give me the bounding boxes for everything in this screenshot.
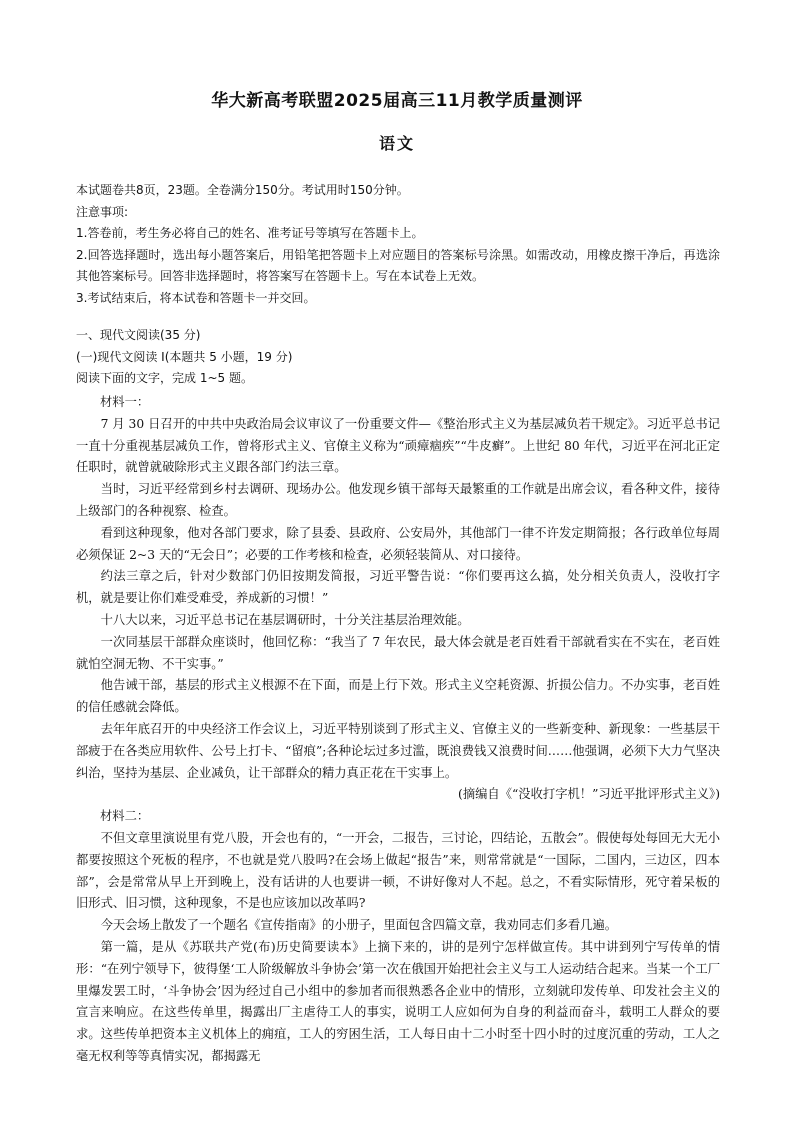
notes-label: 注意事项: (76, 204, 129, 219)
passage-paragraph: 不但文章里演说里有党八股，开会也有的，“一开会，二报告，三讨论，四结论，五散会”。假使每处每回无大无小都要按照这个死板的程序，不也就是党八股吗?在会场上做起“报告”来，则常常就是“一国际，二国内，三边区，四本部”，会是常常从早上开到晚上，没有话讲的人也要讲一顿，不讲好像对人不起。总之，不看实际情形，死守着呆板的旧形式、旧习惯，这种现象，不是也应该加以改革吗? (76, 830, 720, 911)
exam-notes (76, 180, 720, 309)
exam-title: 华大新高考联盟2025届高三11月教学质量测评 (211, 91, 583, 111)
subject-title: 语文 (378, 134, 415, 153)
section-subheading: (一)现代文阅读 I(本题共 5 小题，19 分) (76, 349, 293, 364)
notes-item: 2.回答选择题时，选出每小题答案后，用铅笔把答题卡上对应题目的答案标号涂黑。如需改动，用橡皮擦干净后，再选涂其他答案标号。回答非选择题时，将答案写在答题卡上。写在本试卷上无效。 (76, 247, 720, 283)
notes-item: 1.答卷前，考生务必将自己的姓名、准考证号等填写在答题卡上。 (76, 226, 424, 240)
passage-paragraph: 他告诫干部，基层的形式主义根源不在下面，而是上行下效。形式主义空耗资源、折损公信力。不办实事，老百姓的信任感就会降低。 (76, 678, 720, 715)
material-label: 材料一： (100, 395, 150, 409)
notes-item: 3.考试结束后，将本试卷和答题卡一并交回。 (76, 290, 316, 305)
passage-paragraph: 当时，习近平经常到乡村去调研、现场办公。他发现乡镇干部每天最繁重的工作就是出席会议，看各种文件，接待上级部门的各种视察、检查。 (76, 482, 720, 518)
section-header (76, 325, 720, 390)
reading-passage (76, 392, 720, 1068)
passage-paragraph: 去年年底召开的中央经济工作会议上，习近平特别谈到了形式主义、官僚主义的一些新变种、新现象：一些基层干部疲于在各类应用软件、公号上打卡、“留痕”;各种论坛过多过滥，既浪费钱又浪费时间……他强调，必须下大力气坚决纠治，坚持为基层、企业减负，让干部群众的精力真正花在干实事上。 (76, 721, 720, 780)
passage-paragraph: 7 月 30 日召开的中共中央政治局会议审议了一份重要文件—《整治形式主义为基层减负若干规定》。习近平总书记一直十分重视基层减负工作，曾将形式主义、官僚主义称为“顽瘴痼疾”“牛皮癣”。上世纪 80 年代，习近平在河北正定任职时，就曾就破除形式主义跟各部门约法三章。 (76, 416, 720, 475)
passage-paragraph: 第一篇，是从《苏联共产党(布)历史简要读本》上摘下来的，讲的是列宁怎样做宣传。其中讲到列宁写传单的情形：“在列宁领导下，彼得堡‘工人阶级解放斗争协会’第一次在俄国开始把社会主义与工人运动结合起来。当某一个工厂里爆发罢工时，‘斗争协会’因为经过自己小组中的参加者而很熟悉各企业中的情形，立刻就印发传单、印发社会主义的宣言来响应。在这些传单里，揭露出厂主虐待工人的事实，说明工人应如何为自身的利益而奋斗，载明工人群众的要求。这些传单把资本主义机体上的痈疽，工人的穷困生活，工人每日由十二小时至十四小时的过度沉重的劳动，工人之毫无权利等等真情实况，都揭露无 (76, 939, 720, 1063)
passage-paragraph: 约法三章之后，针对少数部门仍旧按期发简报，习近平警告说：“你们要再这么搞，处分相关负责人，没收打字机，就是要让你们难受难受，养成新的习惯！” (76, 569, 720, 606)
section-heading: 一、现代文阅读(35 分) (76, 328, 201, 342)
passage-paragraph: 今天会场上散发了一个题名《宣传指南》的小册子，里面包含四篇文章，我劝同志们多看几遍。 (100, 918, 618, 933)
passage-paragraph: 一次同基层干部群众座谈时，他回忆称：“我当了 7 年农民，最大体会就是老百姓看干部就看实在不实在，老百姓就怕空洞无物、不干实事。” (76, 634, 720, 671)
material-label: 材料二： (100, 809, 150, 824)
notes-intro: 本试题卷共8页，23题。全卷满分150分。考试用时150分钟。 (76, 183, 409, 197)
source-citation: (摘编自《“没收打字机！”习近平批评形式主义》) (458, 787, 720, 802)
reading-instruction: 阅读下面的文字，完成 1~5 题。 (76, 371, 253, 385)
passage-paragraph: 看到这种现象，他对各部门要求，除了县委、县政府、公安局外，其他部门一律不许发定期简报；各行政单位每周必须保证 2~3 天的“无会日”；必要的工作考核和检查，必须轻装简从、对口接待。 (76, 525, 720, 562)
passage-paragraph: 十八大以来，习近平总书记在基层调研时，十分关注基层治理效能。 (100, 612, 470, 627)
